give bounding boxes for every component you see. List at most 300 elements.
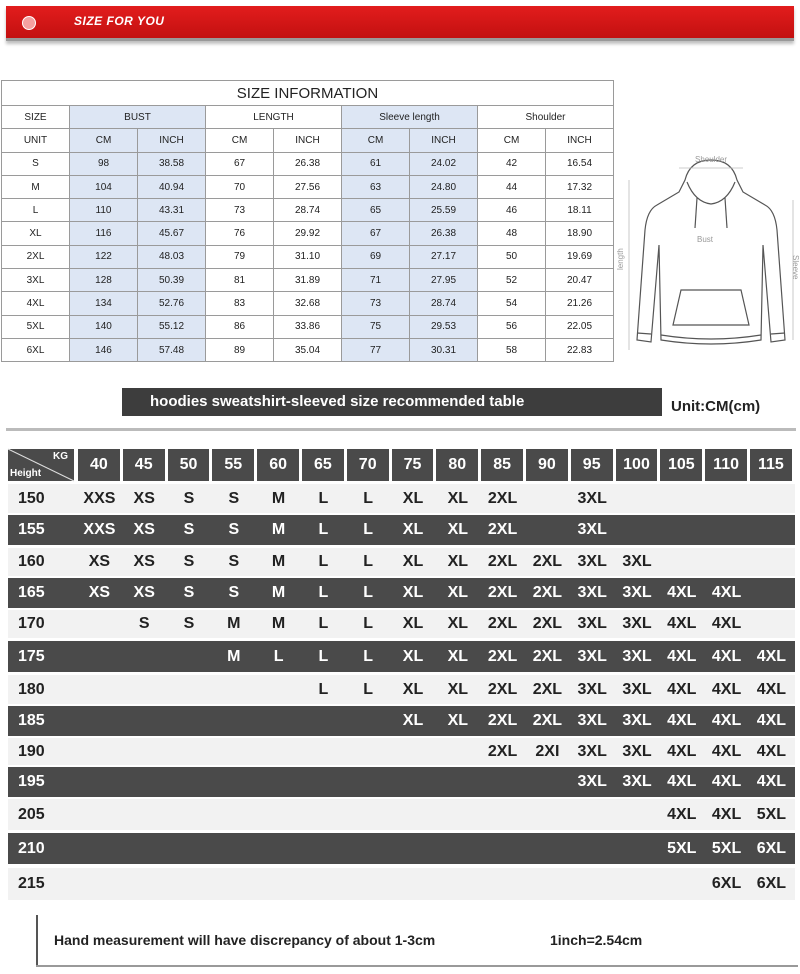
measurement-cell: 89: [206, 338, 274, 361]
size-cell: M: [227, 615, 241, 632]
size-cell: [121, 641, 168, 672]
size-cell: [658, 515, 705, 545]
size-cell: S: [138, 615, 150, 632]
size-cell: 4XL: [711, 773, 742, 790]
size-cell: [121, 675, 168, 704]
measurement-cell: 24.80: [410, 175, 478, 198]
weight-header-cell: 95: [571, 449, 613, 481]
measurement-cell: 67: [342, 222, 410, 245]
size-cell: [390, 799, 437, 830]
measurement-cell: 140: [70, 315, 138, 338]
size-cell: [434, 799, 481, 830]
size-cell: XS: [133, 489, 155, 507]
banner-dot-icon: [22, 16, 36, 30]
divider: [6, 428, 796, 431]
measurement-cell: 33.86: [274, 315, 342, 338]
size-cell: [255, 833, 302, 864]
size-cell: S: [183, 521, 195, 538]
table-row: [8, 799, 795, 830]
height-cell: 180: [18, 680, 45, 698]
size-cell: S: [183, 489, 195, 507]
height-cell: 175: [18, 647, 45, 665]
size-cell: [524, 833, 571, 864]
size-cell: 4XL: [711, 647, 742, 665]
size-cell: 3XL: [577, 680, 607, 698]
measurement-cell: 79: [206, 245, 274, 268]
size-cell: [748, 578, 795, 608]
unit-cell: INCH: [274, 129, 342, 152]
measurement-cell: 73: [342, 292, 410, 315]
size-cell: 3XL: [577, 615, 607, 632]
size-cell: [76, 799, 123, 830]
size-cell: 2XL: [487, 584, 518, 601]
size-cell: S: [228, 521, 240, 538]
size-cell: [166, 706, 213, 736]
group-header-shoulder: Shoulder: [478, 106, 614, 129]
weight-header-cell: 50: [168, 449, 210, 481]
size-cell: 4XL: [756, 680, 787, 698]
size-cell: 2XL: [487, 521, 518, 538]
size-cell: [166, 868, 213, 900]
size-cell: [658, 484, 705, 513]
size-cell: XL: [447, 521, 469, 538]
size-cell: 4XL: [756, 773, 787, 790]
size-cell: [569, 799, 616, 830]
size-cell: L: [363, 553, 374, 570]
measurement-cell: 104: [70, 175, 138, 198]
size-name-cell: 4XL: [2, 292, 70, 315]
measurement-cell: 28.74: [410, 292, 478, 315]
weight-header-cell: 85: [481, 449, 523, 481]
size-cell: [210, 799, 257, 830]
measurement-cell: 71: [342, 269, 410, 292]
weight-header-cell: 110: [705, 449, 747, 481]
size-cell: [300, 799, 347, 830]
kg-label: KG: [53, 451, 68, 462]
size-cell: M: [271, 521, 286, 538]
hoodie-length-label: length: [616, 248, 625, 270]
size-cell: S: [228, 489, 240, 507]
measurement-cell: 69: [342, 245, 410, 268]
measurement-cell: 29.92: [274, 222, 342, 245]
measurement-cell: 26.38: [410, 222, 478, 245]
size-cell: L: [363, 647, 374, 665]
size-cell: 3XL: [577, 521, 607, 538]
size-cell: 4XL: [756, 742, 787, 760]
table-row: [8, 706, 795, 736]
size-cell: [524, 799, 571, 830]
table-row: [2, 175, 614, 198]
measurement-cell: 22.05: [546, 315, 614, 338]
size-cell: [345, 738, 392, 765]
size-cell: 3XL: [577, 742, 607, 760]
unit-cell: INCH: [138, 129, 206, 152]
size-cell: 2XL: [487, 615, 518, 632]
size-cell: XL: [447, 680, 469, 698]
height-cell: 165: [18, 584, 45, 601]
size-cell: 2XL: [487, 489, 518, 507]
size-cell: 4XL: [711, 805, 742, 823]
measurement-cell: 57.48: [138, 338, 206, 361]
size-cell: 3XL: [622, 584, 652, 601]
size-cell: [121, 833, 168, 864]
table-row: [2, 269, 614, 292]
size-cell: [210, 767, 257, 797]
size-cell: 4XL: [667, 647, 697, 665]
size-cell: XXS: [83, 521, 116, 538]
measurement-cell: 17.32: [546, 175, 614, 198]
size-cell: 4XL: [667, 712, 697, 729]
measurement-cell: 77: [342, 338, 410, 361]
size-cell: S: [183, 553, 195, 570]
measurement-cell: 19.69: [546, 245, 614, 268]
size-cell: XS: [133, 553, 155, 570]
measurement-cell: 48: [478, 222, 546, 245]
height-cell: 170: [18, 615, 45, 632]
measurement-cell: 43.31: [138, 199, 206, 222]
weight-header-cell: 105: [660, 449, 702, 481]
height-cell: 205: [18, 805, 45, 823]
size-cell: S: [228, 584, 240, 601]
height-cell: 210: [18, 839, 45, 857]
size-cell: S: [228, 553, 240, 570]
unit-cell: CM: [206, 129, 274, 152]
size-cell: XL: [447, 584, 469, 601]
size-cell: [300, 868, 347, 900]
measurement-cell: 83: [206, 292, 274, 315]
size-information-table: [1, 80, 614, 362]
size-cell: 3XL: [577, 489, 607, 507]
size-cell: 4XL: [667, 805, 697, 823]
size-cell: XL: [402, 647, 424, 665]
footer-note-box: [36, 915, 798, 967]
size-cell: [434, 767, 481, 797]
size-cell: [614, 868, 661, 900]
measurement-cell: 70: [206, 175, 274, 198]
size-cell: S: [183, 615, 195, 632]
height-label: Height: [10, 468, 42, 479]
size-cell: L: [318, 489, 329, 507]
unit-label: Unit:CM(cm): [671, 398, 761, 415]
size-cell: XL: [447, 553, 469, 570]
size-cell: 2XL: [532, 584, 563, 601]
measurement-note: Hand measurement will have discrepancy of about 1-3cm: [54, 932, 436, 948]
hoodie-shoulder-label: Shoulder: [694, 155, 728, 164]
size-cell: [76, 641, 123, 672]
measurement-cell: 42: [478, 152, 546, 175]
size-cell: [748, 548, 795, 576]
size-cell: [345, 799, 392, 830]
size-name-cell: L: [2, 199, 70, 222]
measurement-cell: 56: [478, 315, 546, 338]
hoodie-sleeve-label: Sleeve: [791, 255, 800, 280]
table-row: [2, 338, 614, 361]
size-cell: [76, 675, 123, 704]
size-name-cell: 6XL: [2, 338, 70, 361]
size-cell: [703, 548, 750, 576]
size-cell: [524, 767, 571, 797]
table-row: [8, 767, 795, 797]
size-cell: 4XL: [711, 680, 742, 698]
size-cell: 2XL: [532, 712, 563, 729]
size-cell: [524, 868, 571, 900]
size-cell: 3XL: [577, 712, 607, 729]
size-cell: XS: [88, 553, 111, 570]
measurement-cell: 26.38: [274, 152, 342, 175]
size-cell: [390, 833, 437, 864]
group-header-sleeve: Sleeve length: [342, 106, 478, 129]
size-cell: S: [183, 584, 195, 601]
weight-header-cell: 100: [616, 449, 658, 481]
recommend-title-bar: hoodies sweatshirt-sleeved size recommended table: [122, 388, 662, 416]
size-cell: [479, 767, 526, 797]
size-cell: XXS: [83, 489, 116, 507]
measurement-cell: 61: [342, 152, 410, 175]
size-cell: [569, 833, 616, 864]
height-cell: 160: [18, 553, 45, 570]
height-cell: 150: [18, 489, 45, 507]
size-cell: XL: [402, 521, 424, 538]
size-cell: XL: [447, 712, 469, 729]
size-cell: [76, 868, 123, 900]
size-cell: [614, 484, 661, 513]
size-cell: [76, 833, 123, 864]
size-cell: [479, 833, 526, 864]
size-cell: [748, 515, 795, 545]
height-cell: 195: [18, 773, 45, 790]
measurement-cell: 24.02: [410, 152, 478, 175]
table-row: [2, 222, 614, 245]
size-name-cell: 3XL: [2, 269, 70, 292]
unit-cell: CM: [70, 129, 138, 152]
size-cell: 3XL: [622, 680, 652, 698]
size-cell: [210, 833, 257, 864]
size-cell: [166, 799, 213, 830]
size-cell: [390, 767, 437, 797]
size-name-cell: S: [2, 152, 70, 175]
measurement-cell: 29.53: [410, 315, 478, 338]
footer-bottom-rule: [36, 965, 798, 967]
size-cell: 4XL: [756, 712, 787, 729]
table-row: [8, 578, 795, 608]
size-cell: [658, 868, 705, 900]
table-row: [8, 868, 795, 900]
measurement-cell: 65: [342, 199, 410, 222]
size-cell: [76, 767, 123, 797]
size-name-cell: 5XL: [2, 315, 70, 338]
measurement-cell: 31.89: [274, 269, 342, 292]
unit-cell: CM: [342, 129, 410, 152]
measurement-cell: 81: [206, 269, 274, 292]
size-cell: 2XL: [532, 647, 563, 665]
size-cell: 2XL: [487, 680, 518, 698]
size-cell: [434, 833, 481, 864]
size-cell: XL: [447, 489, 469, 507]
size-cell: [210, 738, 257, 765]
size-cell: [121, 767, 168, 797]
size-cell: L: [318, 680, 329, 698]
size-cell: 2XL: [532, 553, 563, 570]
size-cell: [748, 484, 795, 513]
size-cell: [479, 868, 526, 900]
size-cell: M: [227, 647, 241, 665]
size-cell: [166, 767, 213, 797]
measurement-cell: 75: [342, 315, 410, 338]
size-cell: L: [363, 584, 374, 601]
size-name-cell: 2XL: [2, 245, 70, 268]
table-row: [8, 610, 795, 638]
unit-cell: INCH: [546, 129, 614, 152]
size-cell: 6XL: [756, 875, 787, 892]
table-row: [2, 245, 614, 268]
measurement-cell: 31.10: [274, 245, 342, 268]
height-cell: 185: [18, 712, 45, 729]
size-cell: 4XL: [711, 742, 742, 760]
weight-header-cell: 90: [526, 449, 568, 481]
measurement-cell: 16.54: [546, 152, 614, 175]
size-cell: 4XL: [667, 773, 697, 790]
size-cell: [390, 868, 437, 900]
size-cell: XL: [447, 615, 469, 632]
size-cell: L: [318, 615, 329, 632]
size-cell: L: [318, 521, 329, 538]
size-cell: [76, 706, 123, 736]
size-cell: 4XL: [711, 584, 742, 601]
group-header-length: LENGTH: [206, 106, 342, 129]
size-table-title: SIZE INFORMATION: [2, 81, 614, 106]
weight-header-cell: 70: [347, 449, 389, 481]
size-cell: [121, 868, 168, 900]
size-cell: [121, 706, 168, 736]
measurement-cell: 20.47: [546, 269, 614, 292]
size-name-cell: XL: [2, 222, 70, 245]
size-cell: [255, 675, 302, 704]
measurement-cell: 50.39: [138, 269, 206, 292]
size-cell: L: [363, 521, 374, 538]
measurement-cell: 76: [206, 222, 274, 245]
measurement-cell: 27.95: [410, 269, 478, 292]
size-cell: 3XL: [622, 615, 652, 632]
size-cell: M: [271, 489, 286, 507]
size-cell: [658, 548, 705, 576]
size-cell: 4XL: [667, 615, 697, 632]
size-cell: L: [363, 615, 374, 632]
size-cell: [255, 706, 302, 736]
measurement-cell: 52: [478, 269, 546, 292]
size-cell: 3XL: [622, 742, 652, 760]
size-name-cell: M: [2, 175, 70, 198]
measurement-cell: 40.94: [138, 175, 206, 198]
table-row: [2, 199, 614, 222]
size-cell: [300, 833, 347, 864]
size-cell: XL: [402, 680, 424, 698]
table-row: [8, 641, 795, 672]
measurement-cell: 21.26: [546, 292, 614, 315]
size-cell: [524, 484, 571, 513]
size-cell: 2XL: [532, 615, 563, 632]
size-cell: 5XL: [756, 805, 787, 823]
table-row: [8, 484, 795, 513]
weight-header-cell: 65: [302, 449, 344, 481]
size-cell: XL: [402, 615, 424, 632]
size-cell: L: [318, 647, 329, 665]
size-cell: 4XL: [667, 584, 697, 601]
size-cell: [614, 799, 661, 830]
measurement-cell: 67: [206, 152, 274, 175]
group-header-bust: BUST: [70, 106, 206, 129]
weight-header-cell: 75: [392, 449, 434, 481]
size-cell: L: [273, 647, 284, 665]
size-cell: 4XL: [711, 615, 742, 632]
size-cell: [210, 706, 257, 736]
size-cell: 2XI: [535, 742, 560, 760]
weight-header-cell: 115: [750, 449, 792, 481]
size-cell: [524, 515, 571, 545]
size-cell: [166, 641, 213, 672]
size-cell: XL: [447, 647, 469, 665]
size-cell: M: [271, 615, 286, 632]
size-cell: XL: [402, 584, 424, 601]
measurement-cell: 30.31: [410, 338, 478, 361]
measurement-cell: 44: [478, 175, 546, 198]
size-cell: L: [318, 553, 329, 570]
size-cell: XS: [88, 584, 111, 601]
footer-left-rule: [36, 915, 38, 967]
unit-cell: CM: [478, 129, 546, 152]
banner-title: SIZE FOR YOU: [74, 14, 165, 28]
size-cell: [255, 738, 302, 765]
size-cell: XS: [133, 584, 155, 601]
measurement-cell: 28.74: [274, 199, 342, 222]
size-cell: 5XL: [667, 839, 697, 857]
size-cell: XL: [402, 489, 424, 507]
size-cell: [121, 738, 168, 765]
size-cell: [300, 706, 347, 736]
measurement-cell: 22.83: [546, 338, 614, 361]
size-cell: 3XL: [622, 712, 652, 729]
size-cell: [614, 515, 661, 545]
size-cell: [255, 868, 302, 900]
size-cell: M: [271, 553, 286, 570]
measurement-cell: 55.12: [138, 315, 206, 338]
size-cell: [255, 799, 302, 830]
size-cell: 2XL: [487, 553, 518, 570]
measurement-cell: 110: [70, 199, 138, 222]
measurement-cell: 63: [342, 175, 410, 198]
table-row: [8, 833, 795, 864]
size-cell: [300, 738, 347, 765]
size-cell: 3XL: [622, 553, 652, 570]
size-cell: 5XL: [711, 839, 742, 857]
size-cell: [210, 868, 257, 900]
measurement-cell: 27.56: [274, 175, 342, 198]
size-cell: [345, 833, 392, 864]
hoodie-diagram: [616, 150, 800, 365]
size-cell: [748, 610, 795, 638]
size-cell: 6XL: [756, 839, 787, 857]
size-cell: 3XL: [577, 584, 607, 601]
size-cell: [434, 738, 481, 765]
measurement-cell: 52.76: [138, 292, 206, 315]
measurement-cell: 35.04: [274, 338, 342, 361]
size-cell: [434, 868, 481, 900]
size-cell: 4XL: [756, 647, 787, 665]
size-cell: 2XL: [487, 712, 518, 729]
size-cell: [703, 484, 750, 513]
size-cell: [345, 868, 392, 900]
inch-conversion: 1inch=2.54cm: [550, 932, 643, 948]
size-cell: 4XL: [667, 742, 697, 760]
